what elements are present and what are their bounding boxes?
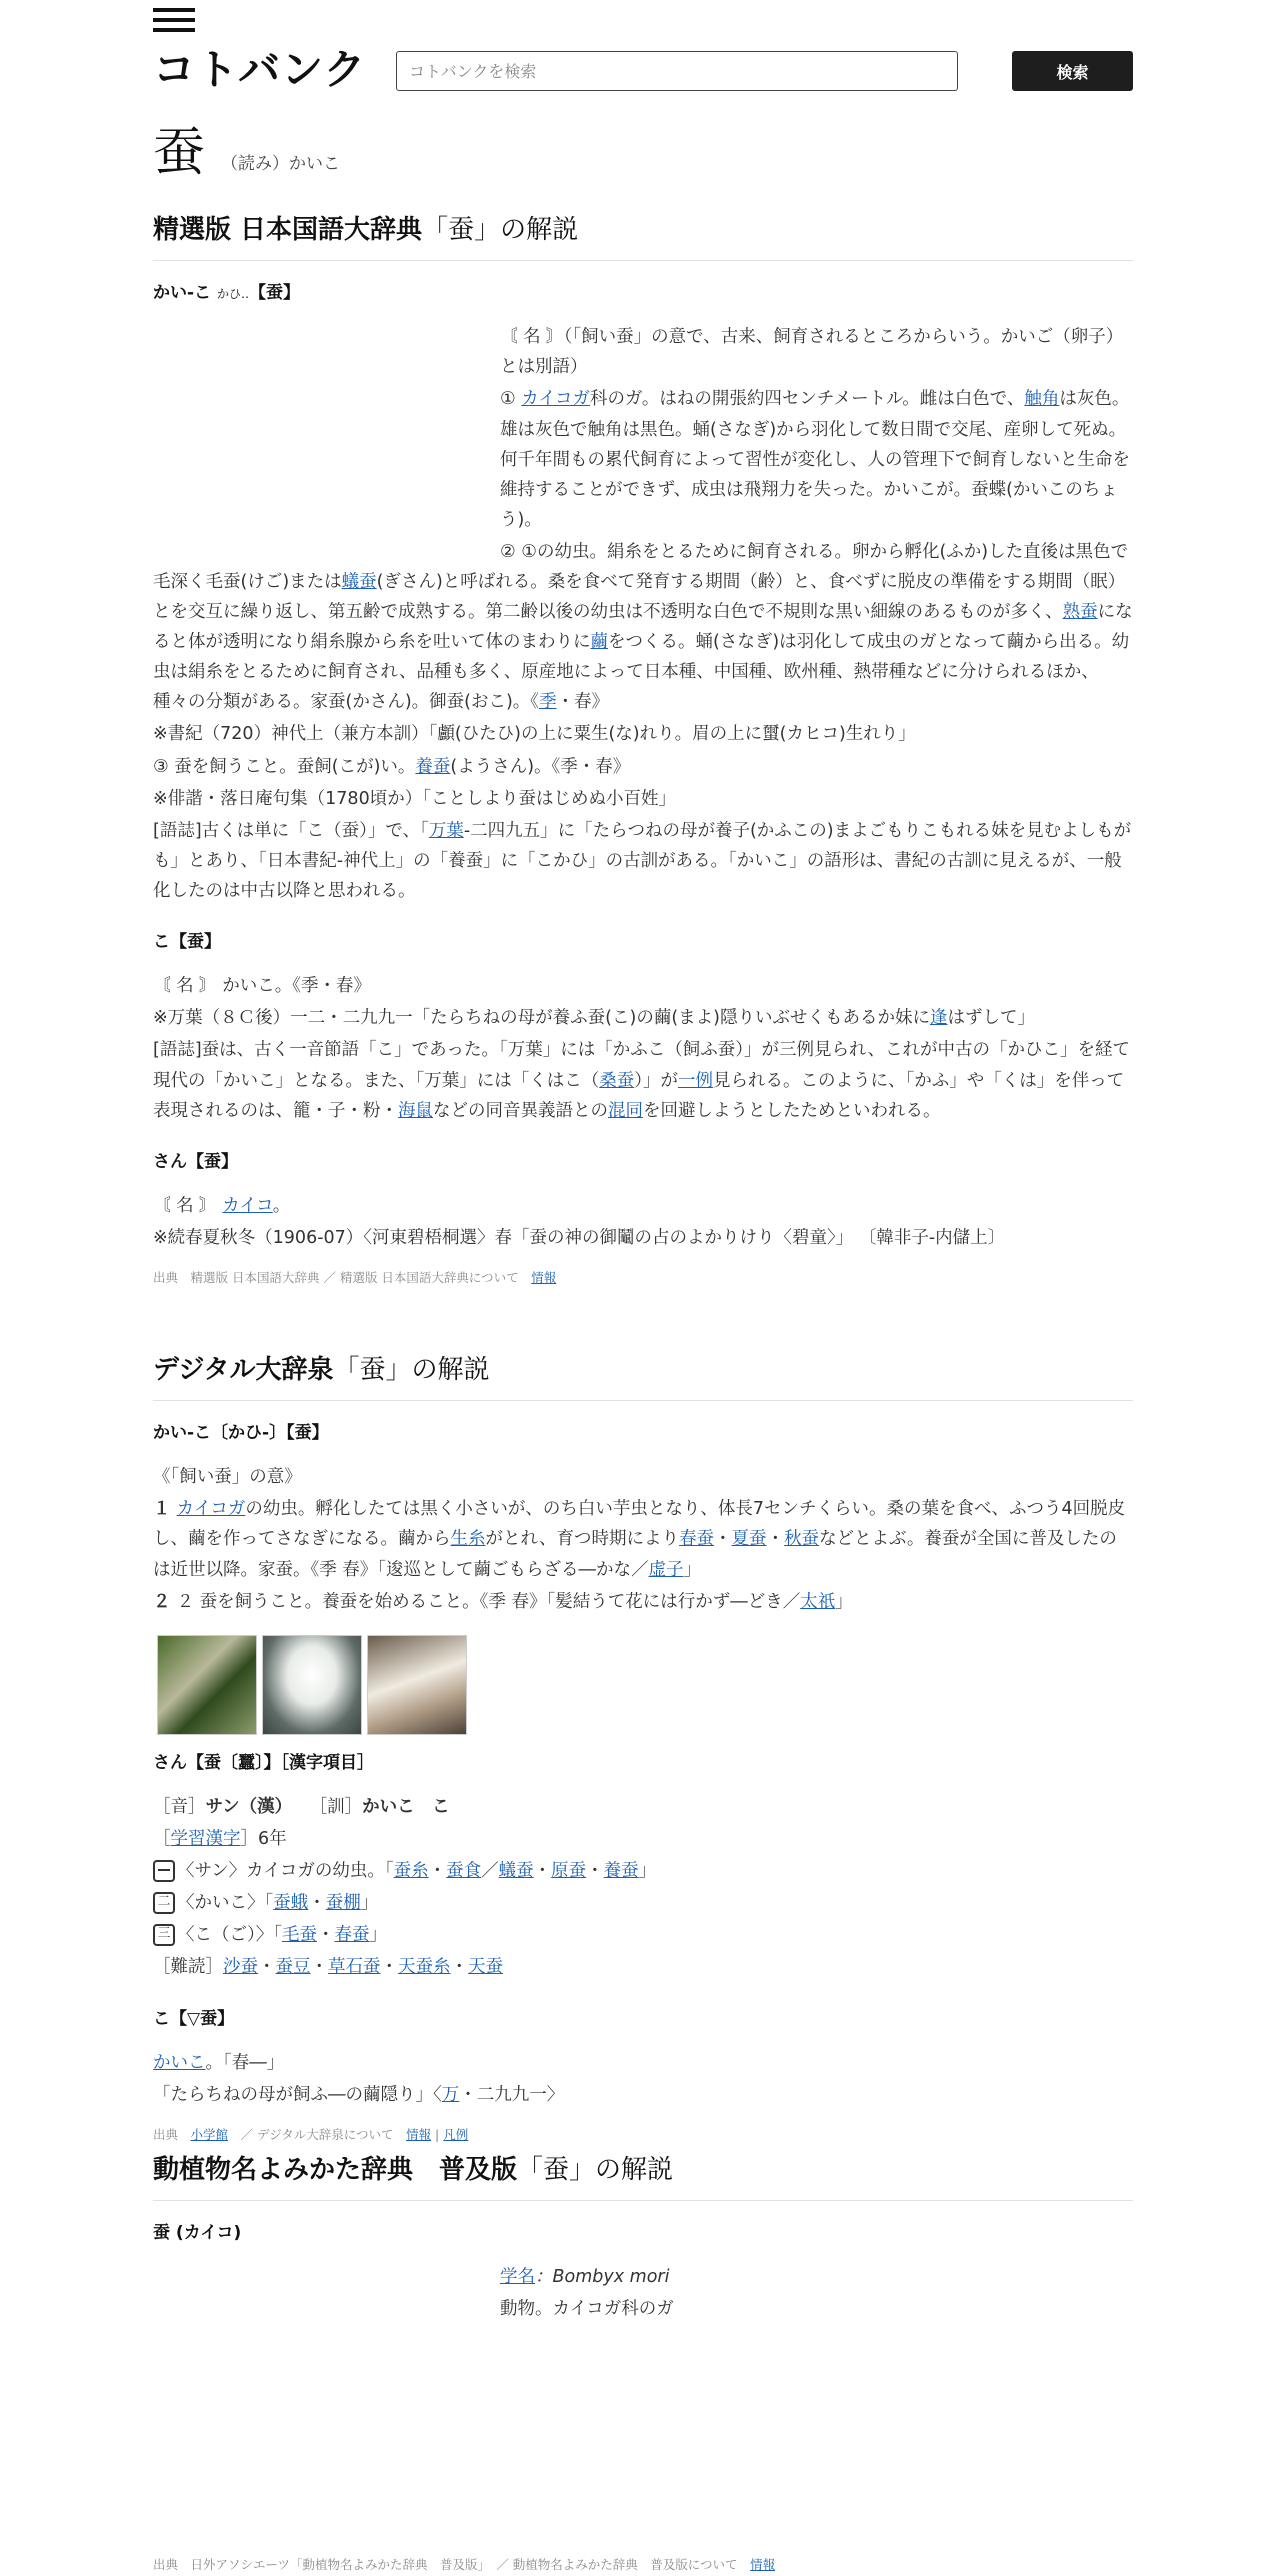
usage-note: [語誌]蚕は、古く一音節語「こ」であった。「万葉」には「かふこ（飼ふ蚕）」が三例見られ、これが中古の「かひこ」を経て現代の「かいこ」となる。また、「万葉」には「くはこ（桑蚕）」が一例見られる。このように、「かふ」や「くは」を伴って表現されるのは、籠・子・粉・海鼠などの同音異義語との混同を回避しようとしたためといわれる。 [153, 1040, 1131, 1121]
definition-text: １ カイコガの幼虫。孵化したては黒く小さいが、のち白い芋虫となり、体長7センチくらい。桑の葉を食べ、ふつう4回脱皮し、繭を作ってさなぎになる。繭から生糸がとれ、育つ時期により春蚕・夏蚕・秋蚕などとよぶ。養蚕が全国に普及したのは近世以降。家蚕。《季 春》「逡巡として繭ごもらざる―かな／虚子」 [153, 1499, 1126, 1580]
link-chorogi[interactable]: 草石蚕 [328, 1957, 381, 1978]
definition-text: ２ ２ 蚕を飼うこと。養蚕を始めること。《季 春》「髪結うて花には行かず―どき／太祇」 [153, 1591, 853, 1612]
link-soramame[interactable]: 蚕豆 [275, 1957, 311, 1978]
cocoon-photo[interactable] [262, 1635, 362, 1735]
section-doushokubutsu [153, 2150, 1133, 2326]
search-input[interactable] [396, 51, 958, 91]
citation-text: ※俳諧・落日庵句集（1780頃か）「ことしより蚕はじめぬ小百姓」 [153, 788, 676, 809]
link-kego[interactable]: 毛蚕 [282, 1925, 317, 1946]
definition-text: かいこ。「春―」 [153, 2052, 285, 2073]
definition-text: 〘 名 〙 かいこ。《季・春》 [153, 976, 371, 997]
link-shokkaku[interactable]: 触角 [1024, 389, 1060, 410]
citation-text: ※書紀（720）神代上（兼方本訓）「顱(ひたひ)の上に粟生(な)れり。眉の上に蠒(カヒコ)生れり」 [153, 724, 916, 745]
link-kaiko[interactable]: かいこ [153, 2052, 206, 2073]
definition-text: 〘 名 〙（「飼い蚕」の意で、古来、飼育されるところからいう。かいご（卵子）とは別語） [500, 327, 1124, 378]
definition-text: 〘 名 〙 カイコ。 [153, 1195, 291, 1216]
link-kaikoga[interactable]: カイコガ [176, 1499, 246, 1520]
link-gokai[interactable]: 沙蚕 [223, 1957, 258, 1978]
definition-text: 《「飼い蚕」の意》 [153, 1467, 302, 1488]
page-title: 蚕 [153, 123, 206, 183]
link-kyoshi[interactable]: 虚子 [648, 1559, 684, 1580]
number-two-icon: 二 [153, 1892, 175, 1914]
entry-heading: 蚕 (カイコ) [153, 2223, 242, 2243]
link-manyou[interactable]: 万葉 [428, 820, 464, 841]
usage-note: [語誌]古くは単に「こ（蚕）」で、「万葉‐二四九五」に「たらつねの母が養子(かふこの)まよごもりこもれる妹を見むよしもがも」とあり、「日本書紀‐神代上」の「養蚕」に「こかひ」の古訓がある。「かいこ」の語形は、書紀の古訓に見えるが、一般化したのは中古以降と思われる。 [153, 820, 1132, 901]
citation-text: 「たらちねの母が飼ふ―の繭隠り」〈万・二九九一〉 [153, 2084, 565, 2105]
link-mayu[interactable]: 繭 [590, 632, 608, 653]
definition-block [500, 2262, 1133, 2324]
citation-text: ※万葉（８Ｃ後）一二・二九九一「たらちねの母が養ふ蚕(こ)の繭(まよ)隠りいぶせくもあるか妹に逢はずして」 [153, 1008, 1035, 1029]
link-haruko[interactable]: 春蚕 [679, 1529, 715, 1550]
link-sanshi[interactable]: 蚕糸 [393, 1861, 429, 1882]
entry-heading: こ【▽蚕】 [153, 2008, 235, 2029]
definition-block [500, 322, 1133, 535]
section-title: デジタル大辞泉「蚕」の解説 [153, 1350, 1133, 1401]
hanrei-link[interactable]: 凡例 [443, 2126, 469, 2142]
link-yamamai[interactable]: 天蚕 [468, 1957, 503, 1978]
entry-heading: さん【蚕】 [153, 1151, 238, 1172]
site-logo[interactable]: コトバンク [153, 45, 367, 94]
link-gensan[interactable]: 原蚕 [551, 1861, 587, 1882]
link-ichirei[interactable]: 一例 [678, 1070, 713, 1091]
source-line: 出典 精選版 日本国語大辞典 ／ 精選版 日本国語大辞典について 情報 [153, 1270, 557, 1286]
section-daijisen [153, 1350, 1133, 2145]
entry-heading: かい‐こ〔かひ‐〕【蚕】 [153, 1423, 329, 1443]
source-line: 出典 小学館 ／ デジタル大辞泉について 情報 | 凡例 [153, 2126, 469, 2142]
link-haruko-kanji[interactable]: 春蚕 [334, 1925, 370, 1946]
link-gisan[interactable]: 蟻蚕 [498, 1861, 534, 1882]
link-namako[interactable]: 海鼠 [398, 1100, 433, 1121]
number-three-icon: 三 [153, 1924, 175, 1946]
info-link[interactable]: 情報 [750, 2557, 776, 2572]
citation-text: ※続春夏秋冬（1906‐07）〈河東碧梧桐選〉春「蚕の神の御鬮の占のよかりけり〈碧童〉」 〔韓非子‐内儲上〕 [153, 1228, 1006, 1249]
link-akigo[interactable]: 秋蚕 [784, 1529, 820, 1550]
definition-text: ① カイコガ科のガ。はねの開張約四センチメートル。雌は白色で、触角は灰色。雄は灰色で触角は黒色。蛹(さなぎ)から羽化して数日間で交尾、産卵して死ぬ。何千年間もの累代飼育によって習性が変化し、人の管理下で飼育しないと生命を維持することができず、成虫は飛翔力を失った。かいこが。蚕蝶(かいこのちょう)。 [500, 389, 1130, 530]
link-gakushu-kanji[interactable]: 学習漢字 [170, 1829, 241, 1850]
link-kondou[interactable]: 混同 [608, 1100, 643, 1121]
definition-text: ③ 蚕を飼うこと。蚕飼(こが)い。養蚕(ようさん)。《季・春》 [153, 756, 631, 777]
link-kaikoga[interactable]: カイコガ [521, 389, 591, 410]
entry-heading: こ【蚕】 [153, 932, 221, 953]
scientific-name: 学名：Bombyx mori [500, 2267, 670, 2288]
definition-text: 動物。カイコガ科のガ [500, 2299, 674, 2320]
link-jukusan[interactable]: 熟蚕 [1062, 602, 1098, 623]
link-yousan[interactable]: 養蚕 [603, 1861, 639, 1882]
link-gisan[interactable]: 蟻蚕 [341, 571, 377, 592]
kanji-meaning: 二 〈かいこ〉「蚕蛾・蚕棚」 [153, 1888, 1133, 1918]
search-button[interactable]: 検索 [1012, 51, 1133, 91]
kanji-meaning: 〈サン〉カイコガの幼虫。「蚕糸・蚕食／蟻蚕・原蚕・養蚕」 [153, 1856, 1133, 1886]
reading: （読み）かいこ [221, 154, 340, 174]
link-yousan[interactable]: 養蚕 [415, 756, 451, 777]
silkworm-photo[interactable] [157, 1635, 257, 1735]
link-kaiko[interactable]: カイコ [222, 1195, 273, 1216]
kanji-grade: ［学習漢字］6年 [153, 1829, 287, 1850]
link-man[interactable]: 万 [441, 2084, 460, 2105]
entry-heading: かい‐こ かひ‥【蚕】 [153, 283, 300, 303]
kanji-nandoku: ［難読］沙蚕・蚕豆・草石蚕・天蚕糸・天蚕 [153, 1957, 503, 1978]
kanji-meaning: 三 〈こ（ご）〉「毛蚕・春蚕」 [153, 1920, 1133, 1950]
link-tegusu[interactable]: 天蚕糸 [398, 1957, 451, 1978]
link-ai[interactable]: 逢 [929, 1008, 948, 1029]
link-kuwako[interactable]: 桑蚕 [599, 1070, 635, 1091]
link-kiito[interactable]: 生糸 [450, 1529, 486, 1550]
link-natsugo[interactable]: 夏蚕 [731, 1529, 767, 1550]
link-sanshoku[interactable]: 蚕食 [446, 1861, 482, 1882]
link-kaikodana[interactable]: 蚕棚 [325, 1893, 361, 1914]
section-title: 精選版 日本国語大辞典「蚕」の解説 [153, 210, 1133, 261]
source-line: 出典 日外アソシエーツ「動植物名よみかた辞典 普及版」 ／ 動植物名よみかた辞典 普及版について 情報 [153, 2557, 776, 2572]
section-title: 動植物名よみかた辞典 普及版「蚕」の解説 [153, 2150, 1133, 2201]
pupa-photo[interactable] [367, 1635, 467, 1735]
info-link[interactable]: 情報 [531, 1270, 557, 1286]
publisher-link[interactable]: 小学館 [190, 2126, 229, 2142]
menu-icon[interactable] [153, 8, 195, 34]
number-one-icon [153, 1860, 175, 1882]
link-ki[interactable]: 季 [539, 692, 557, 713]
entry-heading: さん【蚕〔蠶〕】［漢字項目］ [153, 1752, 374, 1773]
definition-text: ② ①の幼虫。絹糸をとるために飼育される。卵から孵化(ふか)した直後は黒色で毛深く毛蚕(けご)または蟻蚕(ぎさん)と呼ばれる。桑を食べて発育する期間（齢）と、食べずに脱皮の準備をする期間（眠）とを交互に繰り返し、第五齢で成熟する。第二齢以後の幼虫は不透明な白色で不規則な黒い細線のあるものが多く、熟蚕になると体が透明になり絹糸腺から糸を吐いて体のまわりに繭をつくる。蛹(さなぎ)は羽化して成虫のガとなって繭から出る。幼虫は絹糸をとるために飼育され、品種も多く、原産地によって日本種、中国種、欧州種、熱帯種などに分けられるほか、種々の分類がある。家蚕(かさん)。御蚕(おこ)。《季・春》 [153, 541, 1133, 713]
link-gakumei[interactable]: 学名 [500, 2267, 535, 2288]
link-kaikoga-kanji[interactable]: 蚕蛾 [273, 1893, 309, 1914]
kanji-readings: ［音］サン（漢） ［訓］かいこ こ [153, 1796, 450, 1817]
section-seisenban [153, 210, 1133, 1289]
photo-gallery [157, 1635, 1133, 1735]
link-taigi[interactable]: 太祇 [800, 1591, 836, 1612]
info-link[interactable]: 情報 [406, 2126, 432, 2142]
